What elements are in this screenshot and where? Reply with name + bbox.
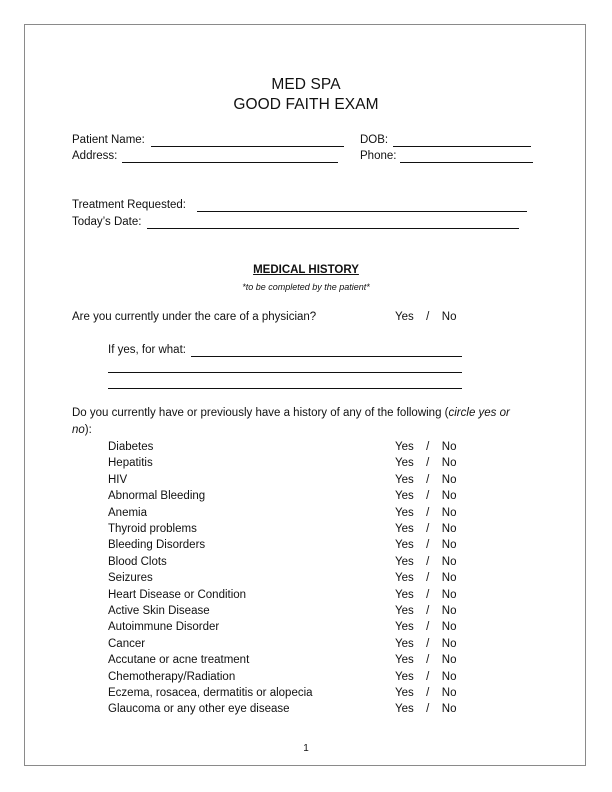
condition-label: Glaucoma or any other eye disease (108, 703, 290, 716)
yes-option[interactable]: Yes (395, 588, 414, 601)
yes-option[interactable]: Yes (395, 539, 414, 552)
separator: / (426, 555, 430, 568)
yes-option[interactable]: Yes (395, 621, 414, 634)
condition-label: Thyroid problems (108, 523, 197, 535)
no-option[interactable]: No (441, 572, 457, 585)
separator: / (426, 605, 430, 617)
form-title-line2: GOOD FAITH EXAM (233, 96, 379, 113)
separator: / (426, 490, 430, 503)
no-option[interactable]: No (441, 703, 457, 716)
yes-option[interactable]: Yes (395, 637, 414, 650)
no-option[interactable]: No (441, 605, 457, 617)
yes-option[interactable]: Yes (395, 506, 414, 519)
no-option[interactable]: No (441, 670, 457, 683)
phone-label: Phone: (360, 150, 397, 162)
medical-history-subtitle: *to be completed by the patient* (242, 282, 370, 292)
no-option[interactable]: No (441, 539, 457, 552)
no-option[interactable]: No (441, 654, 457, 667)
condition-label: Autoimmune Disorder (108, 621, 220, 634)
yes-option[interactable]: Yes (395, 490, 414, 503)
if-yes-field[interactable] (191, 356, 462, 357)
if-yes-field-line2[interactable] (108, 372, 462, 373)
condition-yes-no[interactable] (395, 556, 456, 568)
yes-option[interactable]: Yes (395, 670, 414, 683)
condition-yes-no[interactable] (395, 621, 456, 633)
separator: / (426, 539, 430, 552)
condition-yes-no[interactable] (395, 539, 456, 551)
patient-name-label: Patient Name: (72, 134, 145, 146)
separator: / (426, 703, 430, 716)
separator: / (426, 654, 430, 667)
dob-label: DOB: (360, 134, 389, 146)
no-option[interactable]: No (441, 457, 457, 470)
condition-label: Bleeding Disorders (108, 539, 206, 552)
condition-yes-no[interactable] (395, 572, 456, 584)
address-field[interactable] (122, 162, 338, 163)
condition-yes-no[interactable] (395, 507, 456, 519)
no-option[interactable]: No (441, 490, 457, 503)
separator: / (426, 441, 430, 453)
physician-question: Are you currently under the care of a physician? (72, 311, 317, 323)
no-option[interactable]: No (441, 687, 457, 699)
form-title-line1: MED SPA (271, 76, 341, 93)
phone-field[interactable] (400, 162, 533, 163)
condition-yes-no[interactable] (395, 638, 456, 650)
condition-label: Active Skin Disease (108, 605, 210, 617)
yes-option[interactable]: Yes (395, 605, 414, 617)
separator: / (426, 687, 430, 699)
condition-label: Seizures (108, 572, 153, 585)
condition-label: Anemia (108, 506, 147, 519)
separator: / (426, 457, 430, 470)
dob-field[interactable] (393, 146, 531, 147)
no-option[interactable]: No (441, 441, 457, 453)
condition-label: Cancer (108, 637, 146, 650)
separator: / (426, 588, 430, 601)
condition-label: Chemotherapy/Radiation (108, 670, 236, 683)
separator: / (426, 523, 430, 535)
condition-yes-no[interactable] (395, 703, 456, 715)
treatment-requested-field[interactable] (197, 211, 527, 212)
patient-name-field[interactable] (151, 146, 344, 147)
separator: / (426, 473, 430, 486)
condition-yes-no[interactable] (395, 441, 456, 453)
yes-option[interactable]: Yes (395, 555, 414, 568)
treatment-requested-label: Treatment Requested: (72, 199, 186, 211)
history-question-cont: no): (72, 424, 92, 436)
todays-date-field[interactable] (147, 228, 519, 229)
no-option[interactable]: No (441, 506, 457, 519)
condition-yes-no[interactable] (395, 589, 456, 601)
separator: / (426, 572, 430, 585)
condition-yes-no[interactable] (395, 687, 456, 699)
no-option[interactable]: No (441, 555, 457, 568)
condition-label: Eczema, rosacea, dermatitis or alopecia (108, 687, 313, 699)
physician-yes-no[interactable] (395, 311, 456, 323)
no-option[interactable]: No (441, 588, 457, 601)
if-yes-label: If yes, for what: (108, 344, 186, 356)
condition-label: Blood Clots (108, 555, 167, 568)
yes-option[interactable]: Yes (395, 687, 414, 699)
condition-yes-no[interactable] (395, 523, 456, 535)
condition-yes-no[interactable] (395, 654, 456, 666)
condition-label: HIV (108, 473, 128, 486)
separator: / (426, 621, 430, 634)
yes-option[interactable]: Yes (395, 523, 414, 535)
condition-yes-no[interactable] (395, 490, 456, 502)
yes-option[interactable]: Yes (395, 473, 414, 486)
condition-label: Heart Disease or Condition (108, 588, 247, 601)
if-yes-field-line3[interactable] (108, 388, 462, 389)
condition-yes-no[interactable] (395, 671, 456, 683)
condition-yes-no[interactable] (395, 474, 456, 486)
no-option[interactable]: No (441, 311, 457, 323)
separator: / (426, 670, 430, 683)
address-label: Address: (72, 150, 118, 162)
condition-label: Hepatitis (108, 457, 153, 470)
separator: / (426, 311, 430, 323)
condition-label: Abnormal Bleeding (108, 490, 206, 503)
no-option[interactable]: No (441, 637, 457, 650)
condition-label: Accutane or acne treatment (108, 654, 250, 667)
yes-option[interactable]: Yes (395, 457, 414, 470)
yes-option[interactable]: Yes (395, 654, 414, 667)
condition-label: Diabetes (108, 441, 154, 453)
yes-option[interactable]: Yes (395, 572, 414, 585)
medical-history-title: MEDICAL HISTORY (253, 264, 359, 276)
todays-date-label: Today’s Date: (72, 216, 142, 228)
separator: / (426, 506, 430, 519)
history-question: Do you currently have or previously have a history of any of the following (circle yes or (72, 407, 510, 419)
condition-yes-no[interactable] (395, 605, 456, 617)
yes-option[interactable]: Yes (395, 311, 414, 323)
yes-option[interactable]: Yes (395, 703, 414, 716)
no-option[interactable]: No (441, 621, 457, 634)
no-option[interactable]: No (441, 523, 457, 535)
condition-yes-no[interactable] (395, 457, 456, 469)
yes-option[interactable]: Yes (395, 441, 414, 453)
separator: / (426, 637, 430, 650)
page-number: 1 (303, 743, 309, 754)
no-option[interactable]: No (441, 473, 457, 486)
